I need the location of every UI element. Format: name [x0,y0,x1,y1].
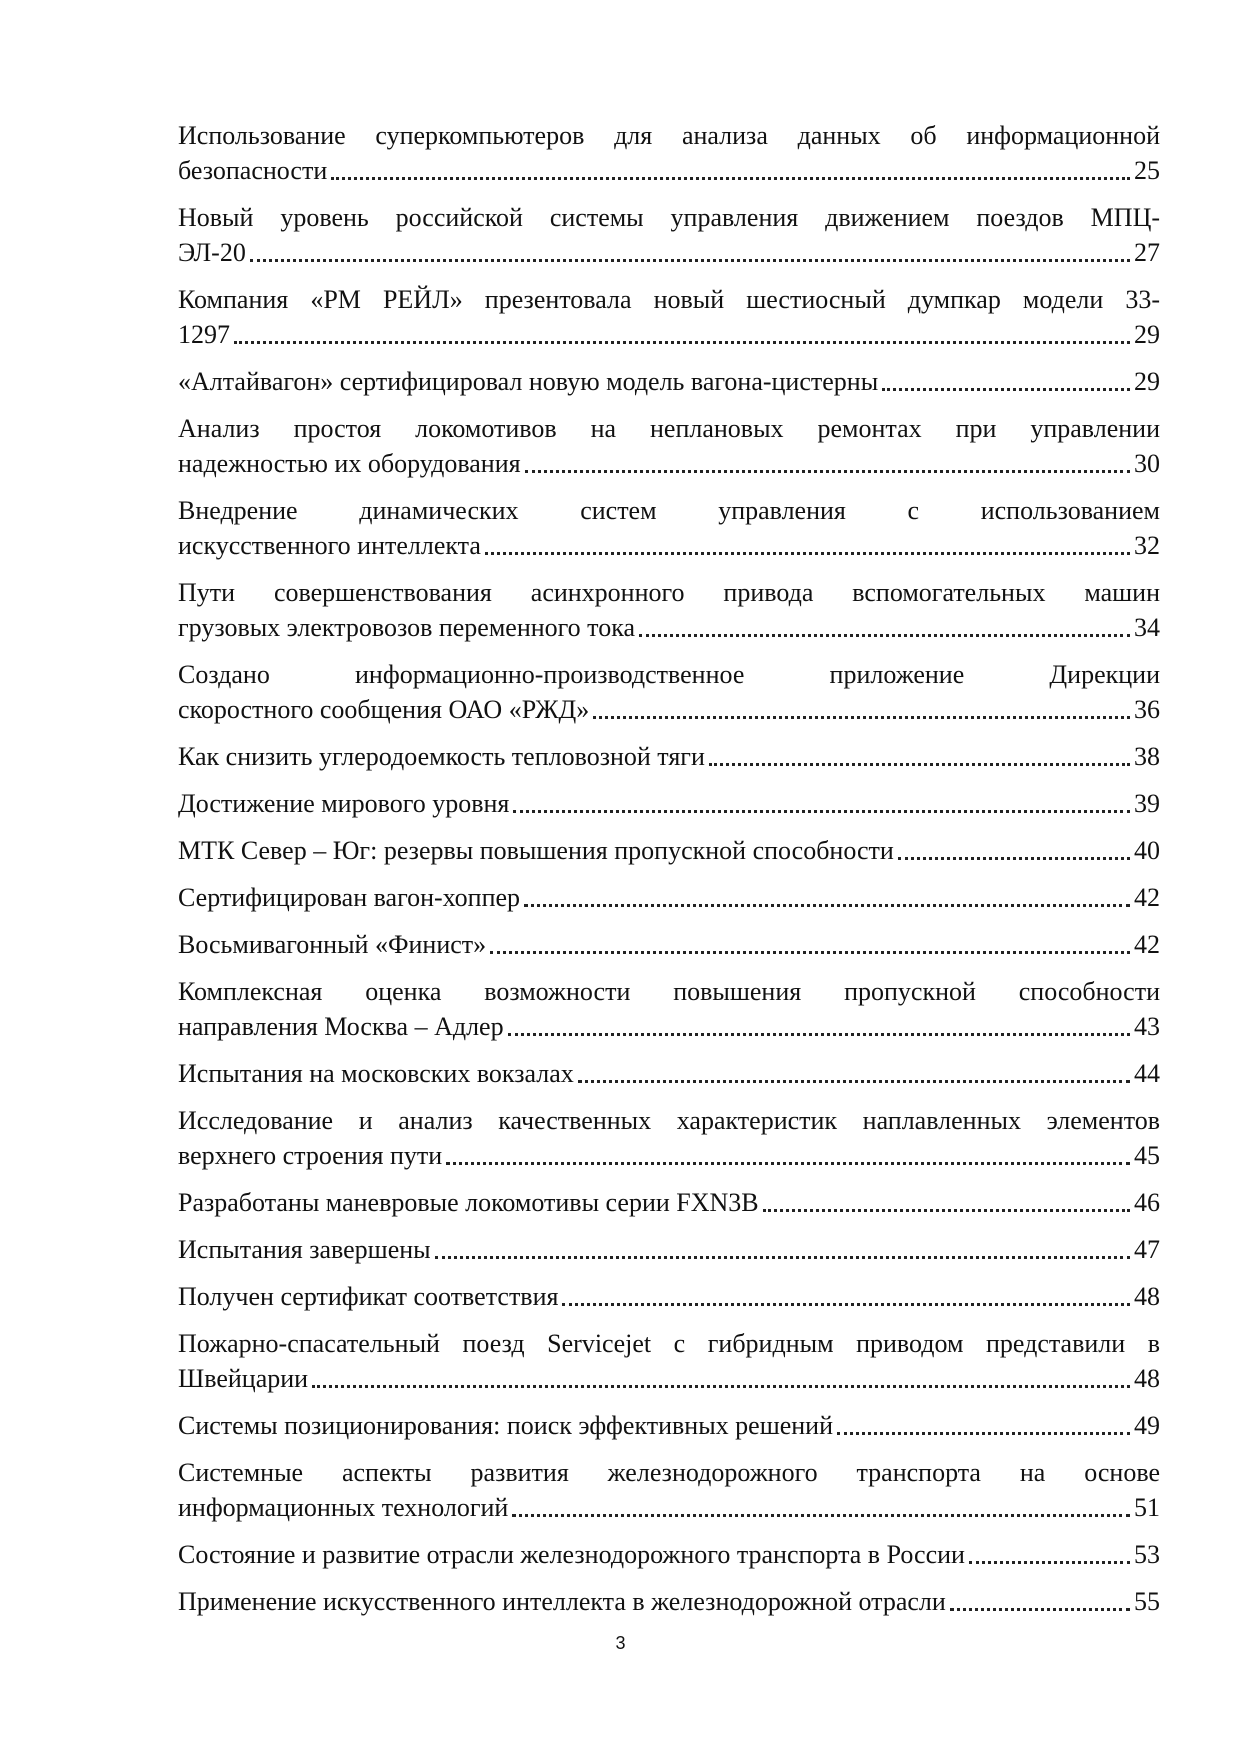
toc-entry-page: 36 [1134,695,1160,724]
toc-entry-title-line: грузовых электровозов переменного тока [178,613,635,642]
toc-entry-page: 32 [1134,531,1160,560]
dot-leader [950,1608,1130,1611]
toc-entry[interactable] [178,118,1160,188]
toc-entry-last-line [178,739,1160,774]
toc-entry-last-line [178,1490,1160,1525]
toc-entry[interactable] [178,575,1160,645]
dot-leader [898,857,1130,860]
toc-entry-page: 25 [1134,156,1160,185]
toc-entry[interactable] [178,1326,1160,1396]
toc-entry-title-line: Состояние и развитие отрасли железнодорожного транспорта в России [178,1540,965,1569]
toc-entry-title-line: МТК Север – Юг: резервы повышения пропускной способности [178,836,894,865]
toc-entry-last-line [178,1138,1160,1173]
toc-entry-title-line: 1297 [178,320,230,349]
toc-entry[interactable] [178,1408,1160,1443]
toc-entry-title-line: скоростного сообщения ОАО «РЖД» [178,695,590,724]
toc-entry-page: 46 [1134,1188,1160,1217]
dot-leader [446,1162,1130,1165]
toc-entry-title-line: безопасности [178,156,328,185]
dot-leader [525,470,1130,473]
toc-entry-page: 34 [1134,613,1160,642]
toc-entry-last-line [178,1537,1160,1572]
toc-entry-title-line: Пожарно-спасательный поезд Servicejet с гибридным приводом представили в [178,1329,1160,1358]
toc-entry-title-line: Создано информационно-производственное приложение Дирекции [178,660,1160,689]
toc-entry-page: 27 [1134,238,1160,267]
toc-entry[interactable] [178,786,1160,821]
dot-leader [593,716,1130,719]
toc-entry-last-line [178,528,1160,563]
toc-entry-last-line [178,364,1160,399]
toc-entry-last-line [178,833,1160,868]
toc-entry-page: 39 [1134,789,1160,818]
toc-entry-page: 49 [1134,1411,1160,1440]
dot-leader [639,634,1130,637]
toc-entry[interactable] [178,200,1160,270]
toc-entry-title-line: надежностью их оборудования [178,449,521,478]
toc-entry-title-line: Пути совершенствования асинхронного привода вспомогательных машин [178,578,1160,607]
toc-entry-page: 45 [1134,1141,1160,1170]
dot-leader [882,388,1130,391]
dot-leader [513,810,1130,813]
toc-entry[interactable] [178,1537,1160,1572]
dot-leader [490,951,1130,954]
toc-entry-page: 55 [1134,1587,1160,1616]
toc-entry-title-line: Достижение мирового уровня [178,789,510,818]
toc-entry-last-line [178,446,1160,481]
toc-entry-title-line: Восьмивагонный «Финист» [178,930,487,959]
toc-entry-page: 30 [1134,449,1160,478]
toc-entry-title-line: «Алтайвагон» сертифицировал новую модель вагона-цистерны [178,367,879,396]
toc-entry-last-line [178,1408,1160,1443]
toc-entry-last-line [178,610,1160,645]
toc-entry[interactable] [178,974,1160,1044]
toc-entry-title-line: Системные аспекты развития железнодорожного транспорта на основе [178,1458,1160,1487]
toc-entry-title-line: Швейцарии [178,1364,309,1393]
toc-entry-title-line: Внедрение динамических систем управления с использованием [178,496,1160,525]
toc-entry-page: 42 [1134,883,1160,912]
toc-entry-last-line [178,786,1160,821]
toc-entry[interactable] [178,1455,1160,1525]
toc-entry-last-line [178,235,1160,270]
dot-leader [512,1514,1130,1517]
toc-entry[interactable] [178,657,1160,727]
toc-entry-last-line [178,1056,1160,1091]
toc-entry-title-line: Разработаны маневровые локомотивы серии FXN3B [178,1188,759,1217]
dot-leader [508,1033,1130,1036]
toc-entry-title-line: Испытания на московских вокзалах [178,1059,574,1088]
toc-entry-page: 44 [1134,1059,1160,1088]
dot-leader [331,177,1130,180]
toc-entry-title-line: Исследование и анализ качественных характеристик наплавленных элементов [178,1106,1160,1135]
toc-entry-last-line [178,153,1160,188]
toc-entry-last-line [178,1361,1160,1396]
toc-entry[interactable] [178,739,1160,774]
toc-entry[interactable] [178,927,1160,962]
toc-entry[interactable] [178,1584,1160,1619]
toc-entry[interactable] [178,364,1160,399]
toc-entry[interactable] [178,880,1160,915]
dot-leader [837,1432,1130,1435]
dot-leader [485,552,1130,555]
toc-entry-last-line [178,1232,1160,1267]
dot-leader [524,904,1130,907]
toc-entry-title-line: Применение искусственного интеллекта в железнодорожной отрасли [178,1587,946,1616]
toc-entry-title-line: направления Москва – Адлер [178,1012,504,1041]
toc-entry-page: 48 [1134,1364,1160,1393]
toc-entry-last-line [178,1185,1160,1220]
toc-entry-page: 51 [1134,1493,1160,1522]
toc-entry-title-line: Системы позиционирования: поиск эффективных решений [178,1411,834,1440]
toc-entry[interactable] [178,1056,1160,1091]
dot-leader [435,1256,1130,1259]
toc-entry[interactable] [178,833,1160,868]
toc-entry-last-line [178,692,1160,727]
dot-leader [969,1561,1130,1564]
toc-entry[interactable] [178,411,1160,481]
toc-entry[interactable] [178,493,1160,563]
toc-entry[interactable] [178,1279,1160,1314]
toc-entry-last-line [178,1009,1160,1044]
dot-leader [562,1303,1130,1306]
toc-entry-title-line: Новый уровень российской системы управления движением поездов МПЦ- [178,203,1160,232]
toc-entry[interactable] [178,1232,1160,1267]
dot-leader [578,1080,1130,1083]
toc-entry-title-line: Получен сертификат соответствия [178,1282,559,1311]
dot-leader [234,341,1130,344]
dot-leader [250,259,1130,262]
toc-entry-last-line [178,317,1160,352]
toc-entry-last-line [178,1279,1160,1314]
toc-entry-page: 47 [1134,1235,1160,1264]
toc-entry-title-line: Анализ простоя локомотивов на неплановых ремонтах при управлении [178,414,1160,443]
toc-entry[interactable] [178,282,1160,352]
toc-entry-page: 40 [1134,836,1160,865]
toc-entry-title-line: искусственного интеллекта [178,531,481,560]
toc-entry-title-line: информационных технологий [178,1493,509,1522]
toc-entry-page: 29 [1134,320,1160,349]
toc-entry-title-line: Компания «РМ РЕЙЛ» презентовала новый шестиосный думпкар модели 33- [178,285,1160,314]
toc-entry-title-line: Использование суперкомпьютеров для анализа данных об информационной [178,121,1160,150]
toc-entry-last-line [178,927,1160,962]
table-of-contents [178,118,1160,1619]
page-number: 3 [615,1633,626,1653]
toc-entry-title-line: Комплексная оценка возможности повышения пропускной способности [178,977,1160,1006]
toc-entry-page: 42 [1134,930,1160,959]
toc-entry-title-line: Как снизить углеродоемкость тепловозной тяги [178,742,705,771]
toc-entry-page: 43 [1134,1012,1160,1041]
dot-leader [763,1209,1130,1212]
toc-entry-page: 29 [1134,367,1160,396]
toc-entry-title-line: верхнего строения пути [178,1141,443,1170]
dot-leader [312,1385,1130,1388]
dot-leader [709,763,1130,766]
toc-entry-title-line: ЭЛ-20 [178,238,246,267]
toc-entry-last-line [178,880,1160,915]
toc-entry[interactable] [178,1103,1160,1173]
toc-entry[interactable] [178,1185,1160,1220]
toc-entry-title-line: Испытания завершены [178,1235,431,1264]
toc-entry-title-line: Сертифицирован вагон-хоппер [178,883,521,912]
toc-entry-page: 38 [1134,742,1160,771]
toc-entry-last-line [178,1584,1160,1619]
toc-entry-page: 48 [1134,1282,1160,1311]
toc-entry-page: 53 [1134,1540,1160,1569]
